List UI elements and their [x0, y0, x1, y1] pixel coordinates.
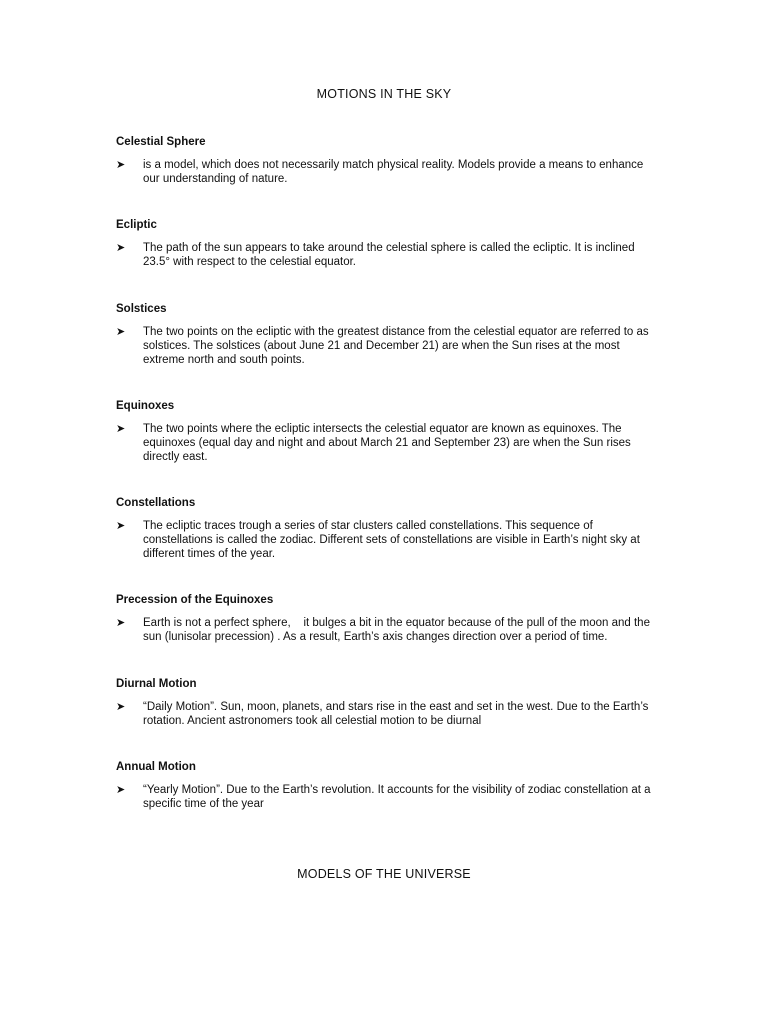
bullet-text: “Daily Motion”. Sun, moon, planets, and stars rise in the east and set in the west. Due to the Earth’s rotation. Ancient astronomers took all celestial motion to be diurnal	[143, 701, 649, 727]
arrow-bullet-icon: ➤	[116, 242, 126, 254]
bullet-item	[116, 617, 656, 645]
arrow-bullet-icon: ➤	[116, 701, 126, 713]
section-heading: Ecliptic	[116, 219, 157, 231]
bullet-item	[116, 326, 656, 367]
bullet-text: Earth is not a perfect sphere, it bulges a bit in the equator because of the pull of the moon and the sun (lunisolar precession) . As a result, Earth’s axis changes direction over a period of time.	[143, 617, 654, 643]
section-celestial-sphere	[116, 135, 656, 187]
section-heading: Annual Motion	[116, 761, 196, 773]
section-ecliptic	[116, 218, 656, 270]
section-equinoxes	[116, 399, 656, 464]
bullet-text: The ecliptic traces trough a series of star clusters called constellations. This sequence of constellations is called the zodiac. Different sets of constellations are visible in Earth’s night sky at different times of the year.	[143, 520, 640, 560]
section-heading: Diurnal Motion	[116, 678, 197, 690]
page-title: MOTIONS IN THE SKY	[316, 87, 452, 101]
section-heading: Solstices	[116, 303, 167, 315]
section-heading: Equinoxes	[116, 400, 175, 412]
section-solstices	[116, 302, 656, 367]
section-constellations	[116, 496, 656, 561]
bullet-text: is a model, which does not necessarily match physical reality. Models provide a means to enhance our understanding of nature.	[143, 159, 644, 185]
bullet-text: “Yearly Motion”. Due to the Earth’s revolution. It accounts for the visibility of zodiac constellation at a specific time of the year	[143, 784, 651, 810]
arrow-bullet-icon: ➤	[116, 159, 126, 171]
bullet-item	[116, 423, 656, 464]
section-diurnal-motion	[116, 677, 656, 729]
section-heading: Celestial Sphere	[116, 136, 206, 148]
bullet-text: The path of the sun appears to take around the celestial sphere is called the ecliptic. It is inclined 23.5° with respect to the celestial equator.	[143, 242, 635, 268]
bullet-item	[116, 784, 656, 812]
arrow-bullet-icon: ➤	[116, 784, 126, 796]
bullet-item	[116, 242, 656, 270]
section-annual-motion	[116, 760, 656, 812]
bullet-text: The two points where the ecliptic intersects the celestial equator are known as equinoxes. The equinoxes (equal day and night and about March 21 and September 23) are when the Sun rises directly east.	[143, 423, 631, 463]
section-heading: Constellations	[116, 497, 196, 509]
section-precession	[116, 593, 656, 645]
arrow-bullet-icon: ➤	[116, 520, 126, 532]
bullet-item	[116, 159, 656, 187]
arrow-bullet-icon: ➤	[116, 617, 126, 629]
arrow-bullet-icon: ➤	[116, 423, 126, 435]
arrow-bullet-icon: ➤	[116, 326, 126, 338]
next-section-title: MODELS OF THE UNIVERSE	[297, 867, 471, 881]
bullet-item	[116, 701, 656, 729]
section-heading: Precession of the Equinoxes	[116, 594, 274, 606]
bullet-text: The two points on the ecliptic with the greatest distance from the celestial equator are referred to as solstices. The solstices (about June 21 and December 21) are when the Sun rises at the most extreme north and south points.	[143, 326, 649, 366]
bullet-item	[116, 520, 656, 561]
